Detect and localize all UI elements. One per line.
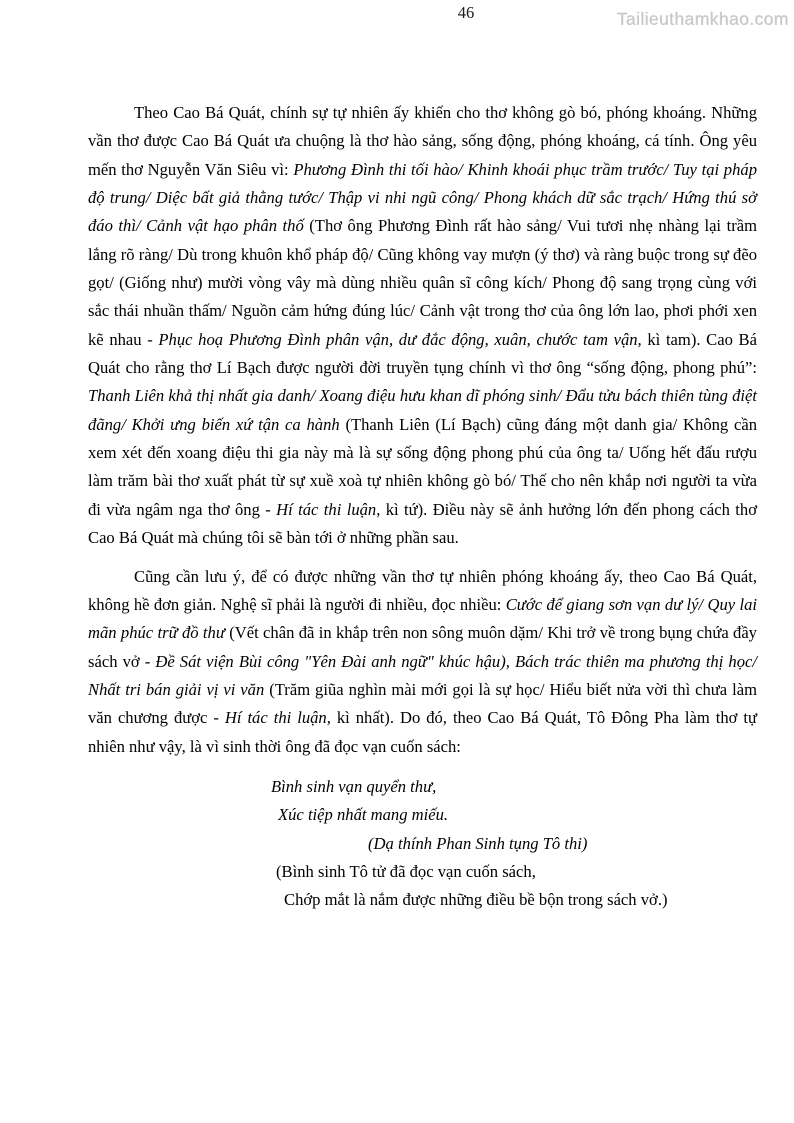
text-run: Theo Cao Bá Quát, chính sự tự nhiên ấy khiến cho thơ không gò bó, phóng khoáng. Những vần thơ được Cao Bá Quát ưa chuộng là thơ hào sảng, sống động, phóng khoáng, cá tính. Ông yêu mến thơ Nguyễn Văn Siêu vì:: [88, 103, 757, 179]
text-run: Chớp mắt là nắm được những điều bề bộn trong sách vở.): [284, 890, 668, 910]
text-run-italic: Phục hoạ Phương Đình phân vận, dư đắc động, xuân, chước tam vận,: [158, 329, 642, 349]
text-run: kì tam). Cao Bá Quát cho rằng thơ Lí Bạch được người đời truyền tụng chính vì thơ ông “sống động, phong phú”:: [88, 329, 757, 378]
text-run-italic: Hí tác thi luận,: [276, 499, 381, 519]
text-run: kì nhất). Do đó, theo Cao Bá Quát, Tô Đông Pha làm thơ tự nhiên như vậy, là vì sinh thời ông đã đọc vạn cuốn sách:: [88, 708, 757, 756]
verse-block: [271, 773, 757, 915]
text-run-italic: Hí tác thi luận,: [224, 708, 331, 728]
page-number: 46: [457, 3, 475, 22]
text-run-italic: Đề Sát viện Bùi công "Yên Đài anh ngữ" khúc hậu), Bách trác thiên ma phương thị học/ Nhất tri bán giải vị vi văn: [88, 651, 757, 699]
verse-translation-line: [276, 858, 757, 886]
text-run: (Vết chân đã in khắp trên non sông muôn dặm/ Khi trở về trong bụng chứa đầy sách vở -: [88, 623, 757, 671]
watermark: Tailieuthamkhao.com: [617, 9, 789, 29]
paragraph-2: [88, 563, 757, 761]
text-run-italic: Bình sinh vạn quyển thư,: [271, 776, 437, 796]
text-run: kì tứ). Điều này sẽ ảnh hưởng lớn đến phong cách thơ Cao Bá Quát mà chúng tôi sẽ bàn tới ở những phần sau.: [88, 499, 757, 548]
verse-line: [278, 801, 757, 829]
text-run: (Thanh Liên (Lí Bạch) cũng đáng một danh gia/ Không cần xem xét đến xoang điệu thi gia này mà là sự sống động phong phú của ông ta/ Uống hết đấu rượu làm trăm bài thơ xuất phát từ sự xuề xoà tự nhiên không gò bó/ Thế cho nên khắp nơi người ta vừa đi vừa ngâm nga thơ ông -: [88, 414, 758, 519]
text-run-italic: Thanh Liên khả thị nhất gia danh/ Xoang điệu hưu khan dĩ phóng sinh/ Đẩu tửu bách thiên tùng điệt đãng/ Khởi ưng biến xứ tận ca hành: [88, 386, 757, 434]
text-run-italic: Xúc tiệp nhất mang miếu.: [278, 805, 449, 825]
text-run: (Bình sinh Tô tử đã đọc vạn cuốn sách,: [276, 861, 536, 881]
paragraph-1: [88, 99, 757, 553]
page-content: [88, 99, 757, 915]
text-run-italic: (Dạ thính Phan Sinh tụng Tô thi): [368, 833, 588, 853]
verse-citation-line: [368, 830, 757, 858]
text-run: (Trăm giũa nghìn mài mới gọi là sự học/ Hiểu biết nửa vời thì chưa làm văn chương được -: [88, 679, 758, 728]
verse-translation-line: [284, 886, 757, 914]
text-run: Cũng cần lưu ý, để có được những vần thơ tự nhiên phóng khoáng ấy, theo Cao Bá Quát, không hề đơn giản. Nghệ sĩ phải là người đi nhiều, đọc nhiều:: [88, 566, 757, 614]
text-run-italic: Cước để giang sơn vạn dư lý/ Quy lai mãn phúc trữ đồ thư: [88, 594, 758, 643]
text-run-italic: Phương Đình thi tối hào/ Khinh khoái phục trầm trước/ Tuy tại pháp độ trung/ Diệc bất giả thằng tước/ Thập vi nhi ngũ công/ Phong khách dữ sắc trạch/ Hứng thú sở đáo thì/ Cảnh vật hạo phân thố: [88, 159, 757, 236]
verse-line: [271, 773, 757, 801]
text-run: (Thơ ông Phương Đình rất hào sảng/ Vui tươi nhẹ nhàng lại trầm lắng rõ ràng/ Dù trong khuôn khổ pháp độ/ Cũng không vay mượn (ý thơ) và ràng buộc trong sự đẽo gọt/ (Giống như) mười vòng vây mà dùng nhiều quân sĩ công kích/ Phong độ sang trọng cùng với sắc thái nhuần thấm/ Nguồn cảm hứng đúng lúc/ Cảnh vật trong thơ của ông lớn lao, phơi phới xen kẽ nhau -: [88, 216, 757, 349]
